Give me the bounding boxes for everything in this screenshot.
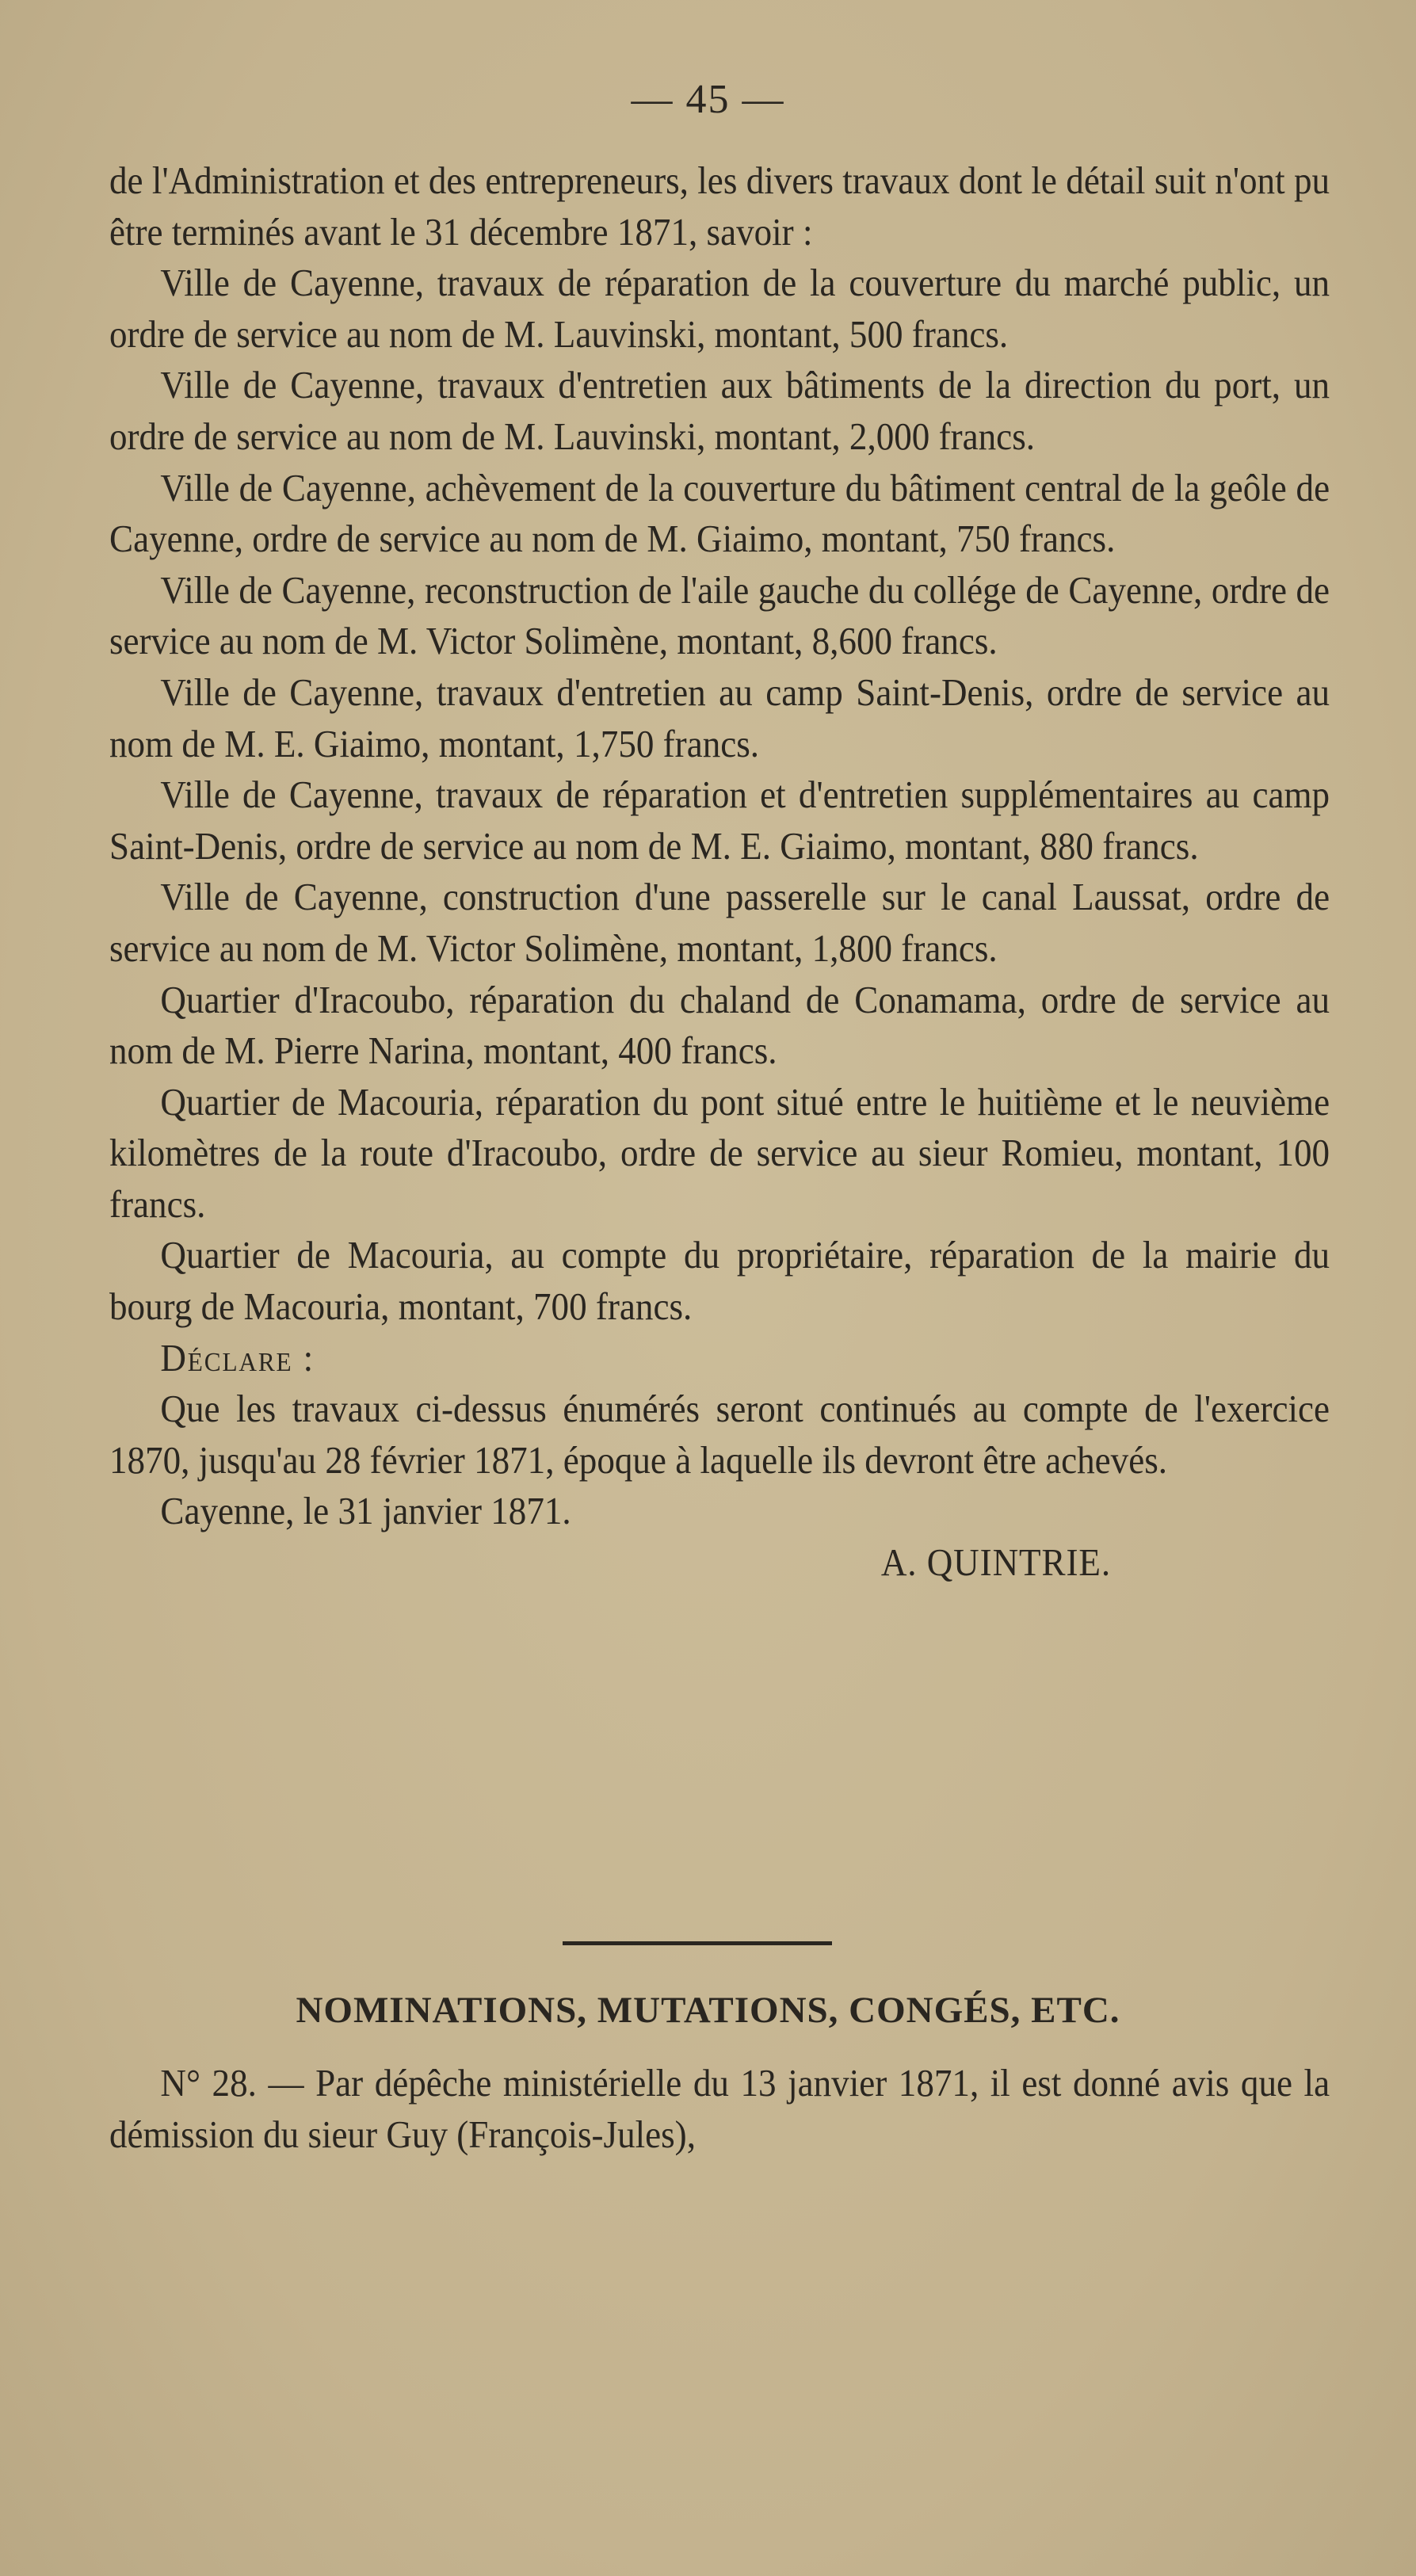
section-heading: NOMINATIONS, MUTATIONS, CONGÉS, ETC.: [296, 1990, 1120, 2031]
paragraph-final: N° 28. — Par dépêche ministérielle du 13 janvier 1871, il est donné avis que la démission du sieur Guy (François-Jules),: [109, 2061, 1330, 2156]
paragraph-macouria-mairie: Quartier de Macouria, au compte du propriétaire, réparation de la mairie du bourg de Macouria, montant, 700 francs.: [109, 1233, 1330, 1329]
paragraph-geole: Ville de Cayenne, achèvement de la couverture du bâtiment central de la geôle de Cayenne, ordre de service au nom de M. Giaimo, montant, 750 francs.: [109, 465, 1330, 561]
paragraph-passerelle: Ville de Cayenne, construction d'une passerelle sur le canal Laussat, ordre de service au nom de M. Victor Solimène, montant, 1,800 francs.: [109, 875, 1330, 970]
paragraph-camp-saint-denis-supplementaires: Ville de Cayenne, travaux de réparation et d'entretien supplémentaires au camp Saint-Denis, ordre de service au nom de M. E. Giaimo, montant, 880 francs.: [109, 773, 1330, 868]
final-text: [109, 2058, 1330, 2160]
body-text: [109, 155, 1330, 1589]
paragraph-camp-saint-denis: Ville de Cayenne, travaux d'entretien au camp Saint-Denis, ordre de service au nom de M. E. Giaimo, montant, 1,750 francs.: [109, 670, 1330, 765]
place-date: Cayenne, le 31 janvier 1871.: [160, 1489, 571, 1533]
paragraph-direction-port: Ville de Cayenne, travaux d'entretien aux bâtiments de la direction du port, un ordre de service au nom de M. Lauvinski, montant, 2,000 francs.: [109, 363, 1330, 458]
signature: A. QUINTRIE.: [880, 1540, 1112, 1585]
paragraph-intro: de l'Administration et des entrepreneurs, les divers travaux dont le détail suit n'ont pu être terminés avant le 31 décembre 1871, savoir :: [109, 158, 1330, 254]
paragraph-marche-public: Ville de Cayenne, travaux de réparation de la couverture du marché public, un ordre de service au nom de M. Lauvinski, montant, 500 francs.: [109, 261, 1330, 356]
paragraph-iracoubo: Quartier d'Iracoubo, réparation du chaland de Conamama, ordre de service au nom de M. Pierre Narina, montant, 400 francs.: [109, 977, 1330, 1073]
paragraph-macouria-pont: Quartier de Macouria, réparation du pont situé entre le huitième et le neuvième kilomètres de la route d'Iracoubo, ordre de service au sieur Romieu, montant, 100 francs.: [109, 1079, 1330, 1226]
paragraph-declare: Que les travaux ci-dessus énumérés seront continués au compte de l'exercice 1870, jusqu'au 28 février 1871, époque à laquelle ils devront être achevés.: [109, 1387, 1330, 1482]
paragraph-college: Ville de Cayenne, reconstruction de l'aile gauche du collége de Cayenne, ordre de service au nom de M. Victor Solimène, montant, 8,600 francs.: [109, 567, 1330, 663]
page-number: — 45 —: [631, 77, 785, 122]
section-divider: [563, 1941, 832, 1945]
declare-label: Déclare :: [160, 1335, 315, 1380]
